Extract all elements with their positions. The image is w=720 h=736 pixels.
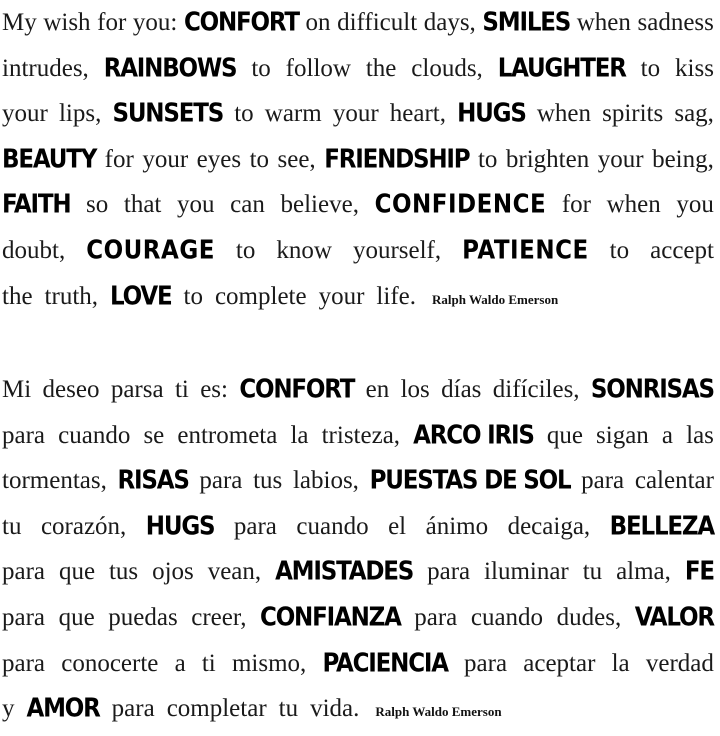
word: decaiga, [507, 512, 591, 540]
word: your [142, 145, 189, 173]
word: brighten [505, 145, 590, 173]
word: dudes, [556, 603, 622, 631]
word: que [58, 558, 96, 586]
word: parsa [110, 376, 164, 403]
word: puedas [108, 603, 178, 631]
keyword: FAITH [2, 190, 71, 220]
word: for [561, 191, 591, 219]
keyword: LAUGHTER [497, 53, 626, 84]
word: labios, [292, 467, 359, 495]
word: to [609, 236, 630, 264]
word: for [104, 145, 134, 173]
quote-line [2, 367, 714, 413]
word: truth, [44, 282, 99, 310]
word: when [536, 100, 591, 128]
word: doubt, [2, 236, 66, 264]
word: sadness [637, 9, 714, 36]
word: your [2, 100, 48, 128]
keyword: HUGS [457, 99, 526, 129]
word: your [332, 100, 379, 128]
word: you [676, 191, 714, 219]
keyword: SONRISAS [590, 375, 714, 405]
word: es: [200, 376, 228, 403]
word: when [576, 9, 631, 36]
word: la [290, 421, 309, 449]
word: iluminar [484, 558, 569, 586]
english-quote [2, 0, 714, 319]
word: lips, [58, 100, 102, 128]
keyword: VALOR [634, 603, 714, 633]
word: para [427, 558, 471, 586]
spanish-quote [2, 367, 714, 732]
word: cuando [470, 603, 544, 631]
word: para [464, 649, 508, 677]
keyword: RAINBOWS [103, 53, 237, 84]
word: accept [650, 236, 714, 264]
word: tus [108, 558, 139, 586]
word: being, [652, 145, 714, 173]
keyword: COURAGE [86, 236, 215, 266]
word: calentar [634, 467, 714, 495]
word: yourself, [352, 236, 442, 264]
word: warm [264, 100, 322, 128]
word: entrometa [177, 421, 278, 449]
word: Mi [2, 376, 32, 403]
word: intrudes, [2, 54, 89, 82]
word: para [581, 467, 625, 495]
word: the [365, 54, 397, 82]
word: los [400, 376, 430, 403]
word: que [58, 603, 95, 631]
word: la [611, 649, 630, 677]
word: las [686, 421, 714, 449]
word: sigan [596, 421, 649, 449]
word: vean, [207, 558, 262, 586]
word: para [2, 603, 46, 631]
word: sag, [674, 100, 714, 128]
word: tristeza, [321, 421, 401, 449]
word: can [230, 191, 265, 219]
word: days, [423, 9, 476, 36]
word: para [414, 603, 458, 631]
keyword: BELLEZA [609, 512, 714, 542]
word: y [2, 695, 15, 723]
word: when [606, 191, 661, 219]
word: wish [43, 9, 91, 36]
word: your [597, 145, 644, 173]
word: complete [214, 282, 307, 310]
word: to [234, 100, 254, 128]
quote-line [2, 137, 714, 183]
word: tu [2, 512, 22, 540]
quote-line [2, 641, 714, 687]
quote-line [2, 595, 714, 641]
word: so [86, 191, 109, 219]
keyword: FRIENDSHIP [324, 145, 470, 175]
word: difíciles, [492, 376, 580, 403]
word: you [177, 191, 215, 219]
word: en [365, 376, 390, 403]
word: on [305, 9, 331, 36]
quote-line [2, 46, 714, 92]
word: the [2, 282, 33, 310]
keyword: HUGS [145, 512, 215, 542]
keyword: SMILES [482, 8, 571, 38]
word: your [318, 282, 365, 310]
word: spirits [602, 100, 664, 128]
word: heart, [389, 100, 446, 128]
word: creer, [191, 603, 247, 631]
word: deseo [42, 376, 100, 403]
keyword: BEAUTY [2, 145, 97, 175]
word: ti [174, 376, 189, 403]
word: kiss [675, 54, 714, 82]
word: ti [201, 649, 216, 677]
word: el [388, 512, 407, 540]
word: to [477, 145, 498, 173]
word: para [111, 695, 155, 723]
word: tu [582, 558, 603, 586]
word: know [276, 236, 332, 264]
word: a [174, 649, 186, 677]
word: conocerte [61, 649, 159, 677]
keyword: RISAS [117, 466, 189, 496]
word: to [249, 145, 270, 173]
word: that [123, 191, 162, 219]
keyword: CONFORT [239, 375, 355, 405]
word: you: [132, 9, 178, 36]
word: tu [278, 695, 299, 723]
quote-line [2, 549, 714, 595]
word: follow [285, 54, 351, 82]
quote-line [2, 413, 714, 459]
keyword: AMISTADES [275, 557, 414, 587]
word: eyes [196, 145, 242, 173]
word: vida. [310, 695, 360, 723]
quote-line [2, 182, 714, 228]
word: difficult [337, 9, 418, 36]
word: cuando [296, 512, 369, 540]
word: a [661, 421, 674, 449]
attribution: Ralph Waldo Emerson [375, 704, 502, 720]
word: My [2, 9, 37, 36]
keyword: PATIENCE [462, 236, 589, 266]
keyword: PUESTAS DE SOL [369, 466, 571, 496]
quote-line [2, 504, 714, 550]
word: cuando [58, 421, 131, 449]
keyword: CONFIDENCE [374, 190, 547, 220]
word: para [199, 467, 243, 495]
keyword: PACIENCIA [322, 648, 448, 679]
keyword: CONFORT [183, 8, 299, 38]
word: para [2, 558, 46, 586]
word: para [2, 421, 46, 449]
word: días [441, 376, 482, 403]
word: completar [166, 695, 267, 723]
word: believe, [280, 191, 359, 219]
attribution: Ralph Waldo Emerson [432, 291, 559, 307]
word: para [233, 512, 277, 540]
keyword: FE [684, 557, 714, 587]
word: for [97, 9, 127, 36]
keyword: ARCO IRIS [413, 420, 534, 451]
keyword: CONFIANZA [260, 603, 401, 633]
word: clouds, [411, 54, 483, 82]
word: verdad [645, 649, 714, 677]
word: que [546, 421, 583, 449]
word: corazón, [40, 512, 127, 540]
keyword: SUNSETS [112, 99, 224, 129]
word: mismo, [231, 649, 307, 677]
quote-line [2, 0, 714, 46]
word: ojos [152, 558, 194, 586]
quote-line [2, 458, 714, 504]
word: se [143, 421, 165, 449]
word: ánimo [425, 512, 489, 540]
quote-line [2, 274, 714, 320]
word: aceptar [523, 649, 596, 677]
word: to [251, 54, 271, 82]
word: alma, [616, 558, 671, 586]
keyword: LOVE [110, 281, 172, 312]
word: to [640, 54, 661, 82]
word: tormentas, [2, 467, 107, 495]
word: see, [277, 145, 316, 173]
quote-line [2, 228, 714, 274]
keyword: AMOR [26, 694, 100, 724]
quote-line [2, 91, 714, 137]
word: life. [376, 282, 416, 310]
word: para [2, 649, 46, 677]
word: tus [253, 467, 283, 495]
quote-line [2, 686, 714, 732]
word: to [235, 236, 256, 264]
word: to [183, 282, 203, 310]
